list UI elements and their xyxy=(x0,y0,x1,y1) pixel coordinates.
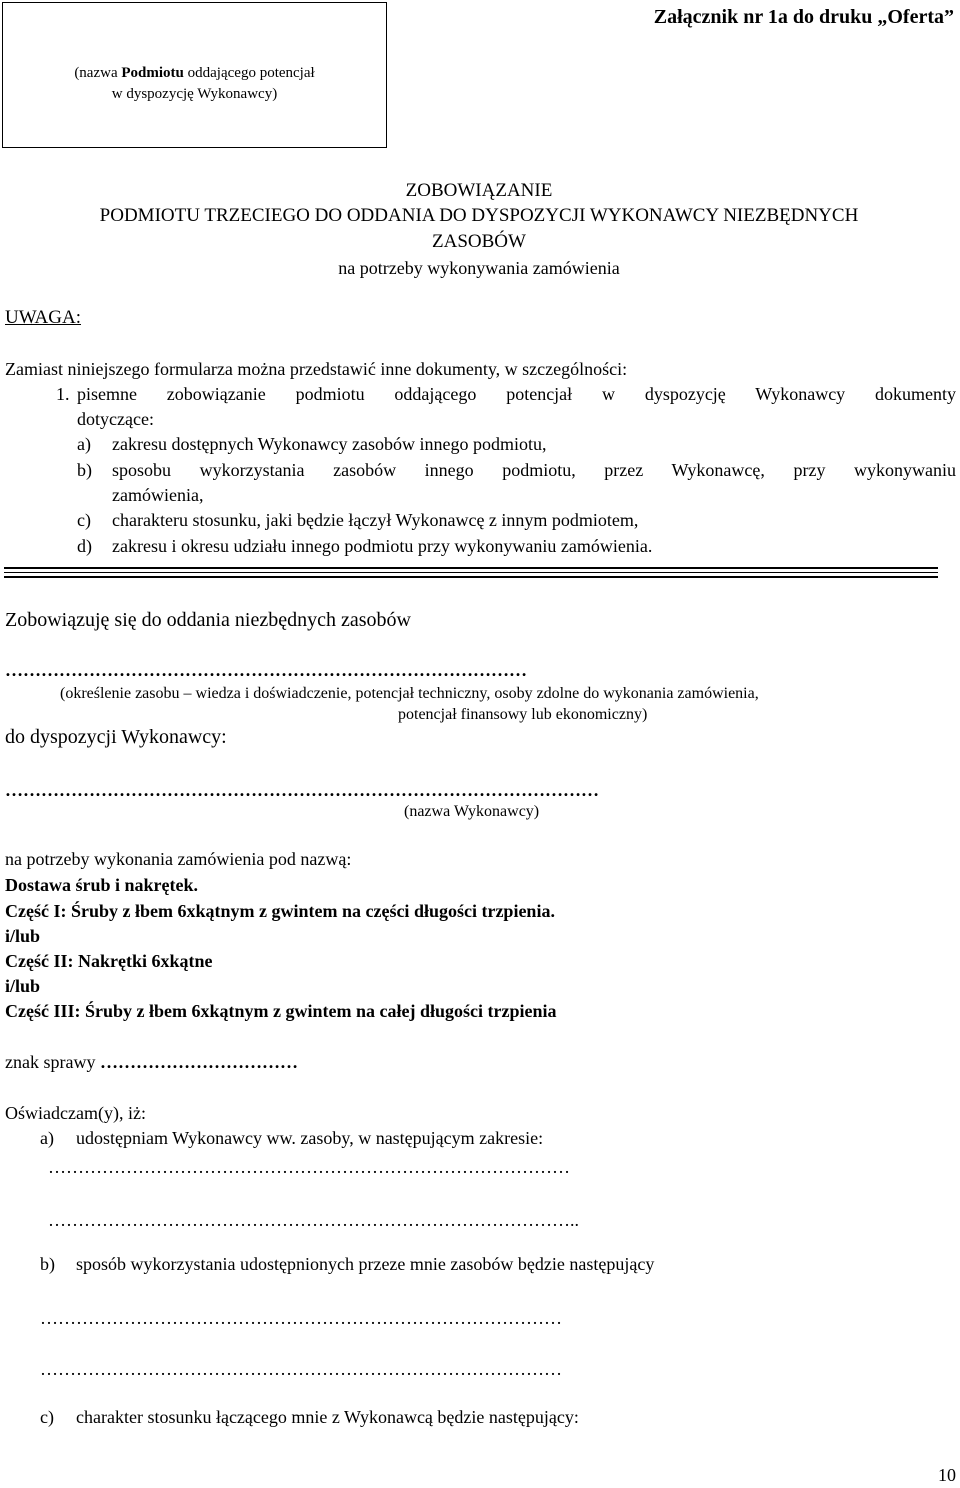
case-number: znak sprawy …………………………… xyxy=(5,1052,298,1072)
part-2: Część II: Nakrętki 6xkątne xyxy=(5,951,213,971)
note-sub-letter: c) xyxy=(77,510,91,530)
part-or: i/lub xyxy=(5,926,41,946)
section-divider xyxy=(4,576,938,578)
note-sub-text: charakteru stosunku, jaki będzie łączył Wykonawcę z innym podmiotem, xyxy=(112,510,639,530)
note-sub-text: zakresu dostępnych Wykonawcy zasobów innego podmiotu, xyxy=(112,434,547,454)
contractor-fill-line: ……………………………………………………………………………………… xyxy=(5,780,599,800)
title-line-1: ZOBOWIĄZANIE xyxy=(405,180,553,201)
annex-label: Załącznik nr 1a do druku „Oferta” xyxy=(653,6,954,28)
part-1: Część I: Śruby z łbem 6xkątnym z gwintem na części długości trzpienia. xyxy=(5,901,555,921)
scope-fill-line: …………………………………………………………………………… xyxy=(48,1157,570,1177)
usage-fill-line: …………………………………………………………………………… xyxy=(40,1359,562,1379)
declaration-letter: c) xyxy=(40,1407,54,1427)
declaration-letter: a) xyxy=(40,1128,54,1148)
usage-fill-line: …………………………………………………………………………… xyxy=(40,1308,562,1328)
contractor-hint: (nazwa Wykonawcy) xyxy=(404,803,540,820)
title-subtitle: na potrzeby wykonywania zamówienia xyxy=(338,258,620,278)
to-disposal-label: do dyspozycji Wykonawcy: xyxy=(5,726,227,748)
resource-hint-line-2: potencjał finansowy lub ekonomiczny) xyxy=(398,706,648,723)
resource-fill-line: …………………………………………………………………………… xyxy=(5,660,527,680)
note-sub-text-cont: zamówienia, xyxy=(112,485,204,505)
entity-stamp-text: (nazwa Podmiotu oddającego potencjał w dyspozycję Wykonawcy) xyxy=(74,65,315,102)
declaration-label: Oświadczam(y), iż: xyxy=(5,1103,146,1123)
note-intro: Zamiast niniejszego formularza można przedstawić inne dokumenty, w szczególności: xyxy=(5,359,628,379)
note-sub-letter: a) xyxy=(77,434,91,454)
commit-statement: Zobowiązuję się do oddania niezbędnych zasobów xyxy=(5,609,411,631)
note-sub-letter: b) xyxy=(77,460,92,480)
title-line-2: PODMIOTU TRZECIEGO DO ODDANIA DO DYSPOZYCJI WYKONAWCY NIEZBĘDNYCH xyxy=(99,205,859,226)
note-sub-text: sposobu wykorzystania zasobów innego podmiotu, przez Wykonawcę, przy wykonywaniu xyxy=(112,460,956,480)
note-item-number: 1. xyxy=(56,384,70,404)
title-line-3: ZASOBÓW xyxy=(432,231,526,252)
declaration-text: charakter stosunku łączącego mnie z Wykonawcą będzie następujący: xyxy=(76,1407,579,1427)
part-or: i/lub xyxy=(5,976,41,996)
declaration-text: udostępniam Wykonawcy ww. zasoby, w następującym zakresie: xyxy=(76,1128,544,1148)
declaration-letter: b) xyxy=(40,1254,55,1274)
note-sub-text: zakresu i okresu udziału innego podmiotu przy wykonywaniu zamówienia. xyxy=(112,536,653,556)
scope-fill-line: …………………………………………………………………………….. xyxy=(48,1210,579,1230)
for-needs-text: na potrzeby wykonania zamówienia pod nazwą: xyxy=(5,849,352,869)
page-number: 10 xyxy=(938,1465,956,1485)
resource-hint-line-1: (określenie zasobu – wiedza i doświadczenie, potencjał techniczny, osoby zdolne do wykonania zamówienia, xyxy=(60,685,759,702)
section-divider xyxy=(4,572,938,573)
entity-stamp-box xyxy=(2,2,387,148)
declaration-text: sposób wykorzystania udostępnionych przeze mnie zasobów będzie następujący xyxy=(76,1254,655,1274)
order-name: Dostawa śrub i nakrętek. xyxy=(5,875,199,895)
note-sub-letter: d) xyxy=(77,536,92,556)
note-item-text-cont: dotyczące: xyxy=(77,409,154,429)
part-3: Część III: Śruby z łbem 6xkątnym z gwintem na całej długości trzpienia xyxy=(5,1001,557,1021)
section-divider xyxy=(4,567,938,569)
note-item-text: pisemne zobowiązanie podmiotu oddającego potencjał w dyspozycję Wykonawcy dokumenty xyxy=(77,384,956,404)
note-label: UWAGA: xyxy=(5,307,81,328)
